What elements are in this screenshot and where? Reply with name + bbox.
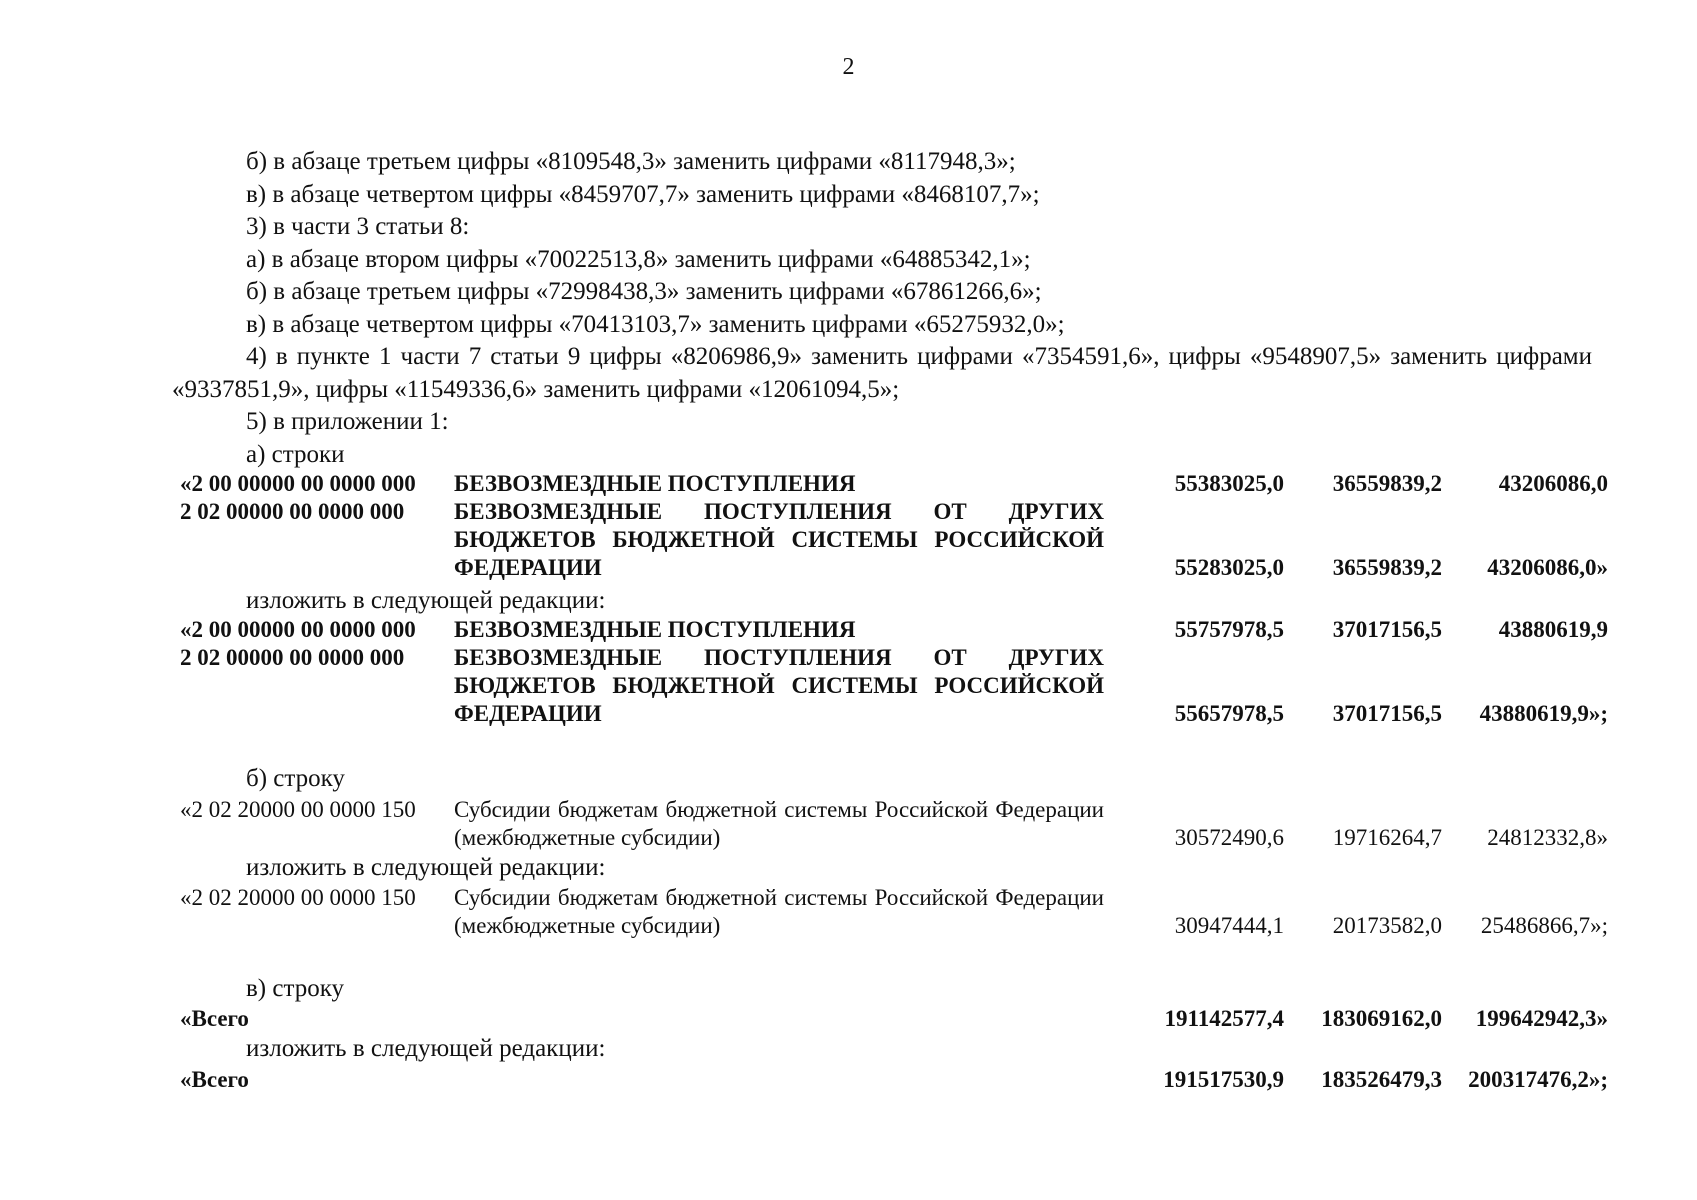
paragraph: а) в абзаце втором цифры «70022513,8» заменить цифрами «64885342,1»; bbox=[246, 245, 1031, 273]
row-value-3: 24812332,8» bbox=[1487, 825, 1608, 850]
row-value-2: 36559839,2 bbox=[1332, 555, 1442, 580]
row-value-1: 30947444,1 bbox=[1174, 913, 1284, 938]
table-row bbox=[180, 796, 1608, 852]
row-value-3: 43880619,9 bbox=[1498, 617, 1608, 642]
table-a-new bbox=[180, 616, 1608, 728]
table-row bbox=[180, 1005, 1608, 1033]
row-value-3: 43206086,0» bbox=[1487, 555, 1608, 580]
row-value-1: 191142577,4 bbox=[1164, 1006, 1284, 1031]
paragraph: б) в абзаце третьем цифры «72998438,3» заменить цифрами «67861266,6»; bbox=[246, 278, 1042, 305]
amendment-text bbox=[172, 146, 1592, 471]
replace-label: изложить в следующей редакции: bbox=[246, 587, 606, 614]
row-code: «2 02 20000 00 0000 150 bbox=[180, 885, 416, 910]
table-v-old bbox=[180, 1005, 1608, 1033]
row-code: «2 00 00000 00 0000 000 bbox=[180, 471, 416, 496]
table-row bbox=[180, 884, 1608, 940]
table-b-old bbox=[180, 796, 1608, 852]
row-code: 2 02 00000 00 0000 000 bbox=[180, 499, 405, 524]
table-row bbox=[180, 616, 1608, 644]
page-number: 2 bbox=[842, 54, 855, 80]
section-label: б) строку bbox=[246, 765, 345, 792]
row-value-2: 19716264,7 bbox=[1332, 825, 1442, 850]
row-name: Субсидии бюджетам бюджетной системы Российской Федерации (межбюджетные субсидии) bbox=[454, 797, 1104, 850]
row-code: 2 02 00000 00 0000 000 bbox=[180, 645, 405, 670]
row-name: БЕЗВОЗМЕЗДНЫЕ ПОСТУПЛЕНИЯ bbox=[454, 617, 856, 642]
row-name bbox=[454, 1005, 1104, 1033]
table-row bbox=[180, 1066, 1608, 1094]
row-value-2: 37017156,5 bbox=[1332, 617, 1442, 642]
row-value-1: 191517530,9 bbox=[1163, 1067, 1284, 1092]
table-a-old bbox=[180, 470, 1608, 582]
row-value-1: 55657978,5 bbox=[1174, 701, 1284, 726]
table-row bbox=[180, 644, 1608, 728]
table-row bbox=[180, 498, 1608, 582]
paragraph: б) в абзаце третьем цифры «8109548,3» заменить цифрами «8117948,3»; bbox=[246, 148, 1016, 175]
row-name: Субсидии бюджетам бюджетной системы Российской Федерации (межбюджетные субсидии) bbox=[454, 885, 1104, 938]
row-value-2: 36559839,2 bbox=[1332, 471, 1442, 496]
paragraph: в) в абзаце четвертом цифры «8459707,7» заменить цифрами «8468107,7»; bbox=[246, 180, 1040, 208]
row-value-1: 55757978,5 bbox=[1174, 617, 1284, 642]
paragraph: 5) в приложении 1: bbox=[246, 408, 449, 435]
row-code: «2 00 00000 00 0000 000 bbox=[180, 617, 416, 642]
table-v-new bbox=[180, 1066, 1608, 1094]
row-value-2: 183526479,3 bbox=[1321, 1067, 1442, 1092]
row-value-1: 55383025,0 bbox=[1174, 471, 1284, 496]
row-value-2: 37017156,5 bbox=[1332, 701, 1442, 726]
row-value-3: 25486866,7»; bbox=[1480, 913, 1608, 938]
row-value-1: 55283025,0 bbox=[1174, 555, 1284, 580]
row-value-3: 43880619,9»; bbox=[1479, 701, 1608, 726]
row-name: БЕЗВОЗМЕЗДНЫЕ ПОСТУПЛЕНИЯ bbox=[454, 471, 856, 496]
paragraph: а) строки bbox=[246, 440, 345, 468]
row-value-2: 20173582,0 bbox=[1332, 913, 1442, 938]
section-label: в) строку bbox=[246, 975, 344, 1002]
table-row bbox=[180, 470, 1608, 498]
table-b-new bbox=[180, 884, 1608, 940]
replace-label: изложить в следующей редакции: bbox=[246, 854, 606, 881]
row-name: БЕЗВОЗМЕЗДНЫЕ ПОСТУПЛЕНИЯ ОТ ДРУГИХ БЮДЖЕТОВ БЮДЖЕТНОЙ СИСТЕМЫ РОССИЙСКОЙ ФЕДЕРАЦИИ bbox=[454, 645, 1104, 726]
row-value-3: 199642942,3» bbox=[1475, 1006, 1608, 1031]
paragraph: 3) в части 3 статьи 8: bbox=[246, 213, 470, 240]
row-value-3: 43206086,0 bbox=[1498, 471, 1608, 496]
paragraph: в) в абзаце четвертом цифры «70413103,7» заменить цифрами «65275932,0»; bbox=[246, 310, 1065, 338]
row-code: «Всего bbox=[180, 1067, 249, 1092]
row-name: БЕЗВОЗМЕЗДНЫЕ ПОСТУПЛЕНИЯ ОТ ДРУГИХ БЮДЖЕТОВ БЮДЖЕТНОЙ СИСТЕМЫ РОССИЙСКОЙ ФЕДЕРАЦИИ bbox=[454, 499, 1104, 580]
row-value-2: 183069162,0 bbox=[1321, 1006, 1442, 1031]
row-name bbox=[454, 1066, 1104, 1094]
row-code: «2 02 20000 00 0000 150 bbox=[180, 797, 416, 822]
row-value-1: 30572490,6 bbox=[1174, 825, 1284, 850]
paragraph: 4) в пункте 1 части 7 статьи 9 цифры «8206986,9» заменить цифрами «7354591,6», цифры «9548907,5» заменить цифрами «9337851,9», цифры «11549336,6» заменить цифрами «12061094,5»; bbox=[172, 343, 1592, 403]
row-value-3: 200317476,2»; bbox=[1468, 1067, 1608, 1092]
replace-label: изложить в следующей редакции: bbox=[246, 1035, 606, 1062]
row-code: «Всего bbox=[180, 1006, 249, 1031]
